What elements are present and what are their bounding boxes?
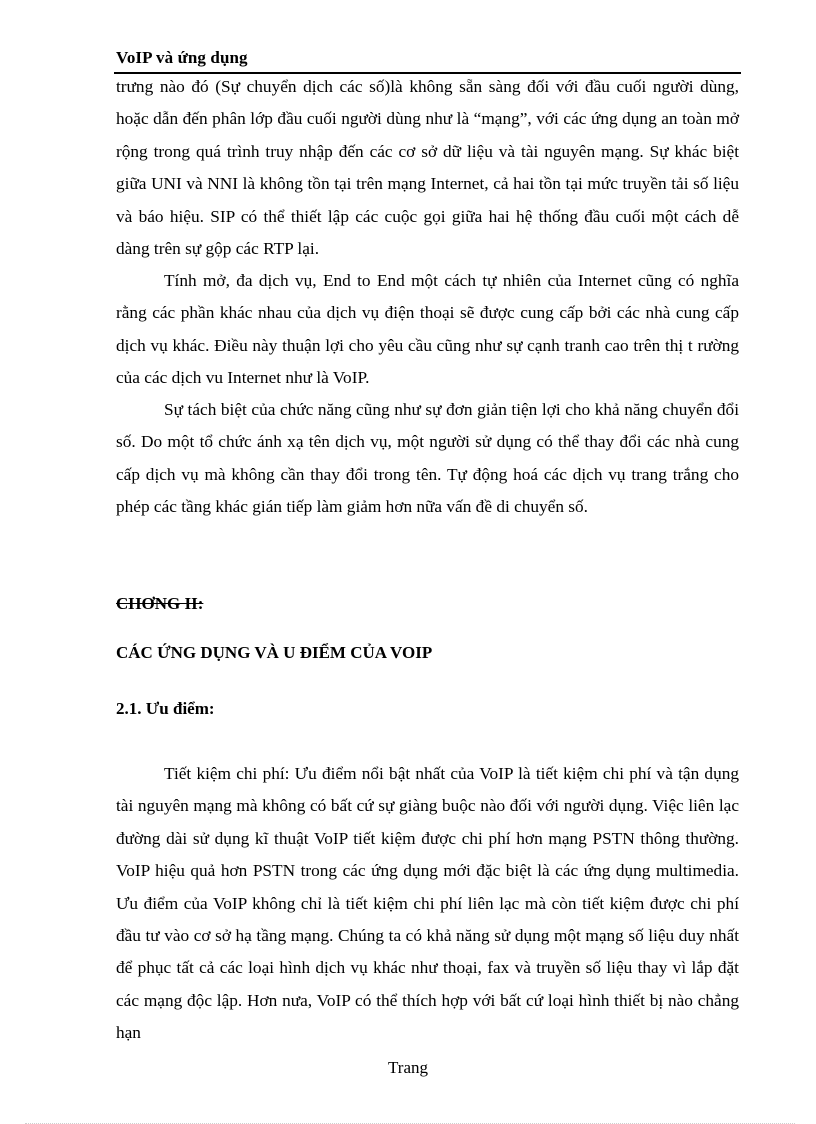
chapter-title: CÁC ỨNG DỤNG VÀ U ĐIỂM CỦA VOIP xyxy=(116,643,433,662)
running-header-title: VoIP và ứng dụng xyxy=(116,48,248,67)
body-paragraph-3: Sự tách biệt của chức năng cũng như sự đơn giản tiện lợi cho khả năng chuyển đổi số. Do một tổ chức ánh xạ tên dịch vụ, một người sử dụng có thể thay đổi các nhà cung cấp dịch vụ mà không cần thay đổi trong tên. Tự động hoá các dịch vụ trang trắng cho phép các tầng khác gián tiếp làm giảm hơn nữa vấn đề di chuyển số. xyxy=(116,400,739,517)
section-heading: 2.1. Ưu điểm: xyxy=(116,699,215,718)
body-paragraph-2: Tính mở, đa dịch vụ, End to End một cách tự nhiên của Internet cũng có nghĩa rằng các phần khác nhau của dịch vụ điện thoại sẽ được cung cấp bởi các nhà cung cấp dịch vụ khác. Điều này thuận lợi cho yêu cầu cũng như sự cạnh tranh cao trên thị t rường của các dịch vu Internet như là VoIP. xyxy=(116,271,739,388)
page-footer-label: Trang xyxy=(388,1058,428,1077)
chapter-label: CHƠNG II: xyxy=(116,594,204,613)
body-paragraph-4: Tiết kiệm chi phí: Ưu điểm nổi bật nhất của VoIP là tiết kiệm chi phí và tận dụng tài nguyên mạng mà không có bất cứ sự giàng buộc nào đối với người dụng. Việc liên lạc đường dài sử dụng kĩ thuật VoIP tiết kiệm được chi phí hơn mạng PSTN thông thường. VoIP hiệu quả hơn PSTN trong các ứng dụng mới đặc biệt là các ứng dụng multimedia. Ưu điểm của VoIP không chỉ là tiết kiệm chi phí liên lạc mà còn tiết kiệm được chi phí đầu tư vào cơ sở hạ tầng mạng. Chúng ta có khả năng sử dụng một mạng số liệu duy nhất để phục tất cả các loại hình dịch vụ khác như thoại, fax và truyền số liệu thay vì lắp đặt các mạng độc lập. Hơn nưa, VoIP có thể thích hợp với bất cứ loại hình thiết bị nào chẳng hạn xyxy=(116,764,739,1043)
body-paragraph-1: trưng nào đó (Sự chuyển dịch các số)là không sẵn sàng đối với đầu cuối người dùng, hoặc dẫn đến phân lớp đầu cuối người dùng như là “mạng”, với các ứng dụng an toàn mở rộng trong quá trình truy nhập đến các cơ sở dữ liệu và tài nguyên mạng. Sự khác biệt giữa UNI và NNI là không tồn tại trên mạng Internet, cả hai tồn tại mức truyền tải số liệu và báo hiệu. SIP có thể thiết lập các cuộc gọi giữa hai hệ thống đầu cuối một cách dễ dàng trên sự gộp các RTP lại. xyxy=(116,77,739,259)
